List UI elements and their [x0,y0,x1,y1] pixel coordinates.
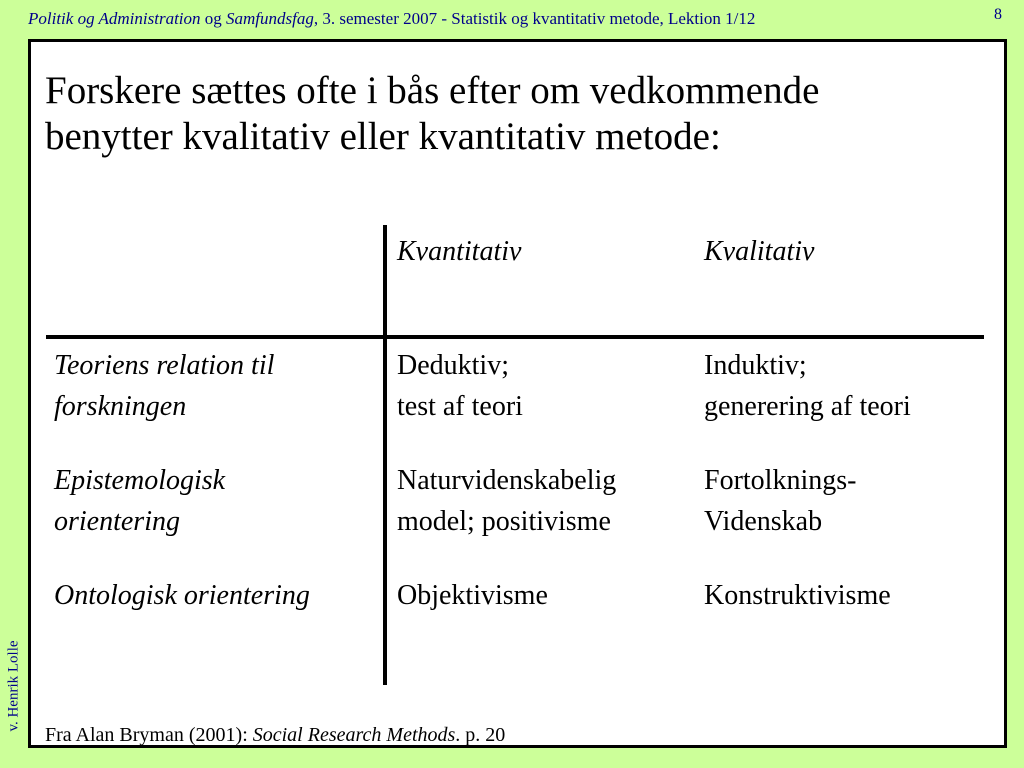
row-label-line: forskningen [54,391,187,422]
cell-quant-theory-relation [397,345,523,427]
source-suffix: . p. 20 [455,724,506,746]
cell-line: Deduktiv; [397,350,509,381]
header-quantitative: Kvantitativ [397,236,522,267]
row-label-line: Teoriens relation til [54,350,275,381]
cell-line: generering af teori [704,391,911,422]
source-citation [45,724,505,747]
cell-qual-theory-relation [704,345,911,427]
cell-line: Naturvidenskabelig [397,465,617,496]
cell-line: Fortolknings- [704,465,857,496]
slide-panel [28,39,1007,748]
source-prefix: Fra Alan Bryman (2001): [45,724,253,746]
cell-line: model; positivisme [397,506,611,537]
author-credit [4,630,24,742]
row-label-theory-relation [54,345,274,427]
row-label-line: Ontologisk orientering [54,580,310,611]
course-name-2: Samfundsfag [226,9,314,28]
course-connector: og [200,9,227,28]
slide-title [45,68,985,160]
row-label-epistemology [54,460,225,542]
course-header [28,9,918,29]
cell-line: Objektivisme [397,580,548,611]
cell-line: Videnskab [704,506,823,537]
table-horizontal-divider [46,335,984,339]
cell-qual-epistemology [704,460,856,542]
page-number: 8 [994,6,1002,23]
row-label-ontology [54,575,310,616]
slide-title-line-1: Forskere sættes ofte i bås efter om vedkommende [45,69,820,112]
source-book-title: Social Research Methods [252,724,456,746]
course-name-1: Politik og Administration [28,9,201,28]
author-text: v. Henrik Lolle [5,640,22,732]
cell-quant-ontology [397,575,548,616]
cell-line: Induktiv; [704,350,807,381]
row-label-line: orientering [54,506,180,537]
row-label-line: Epistemologisk [54,465,226,496]
table-vertical-divider [383,225,387,685]
course-details: , 3. semester 2007 - Statistik og kvantitativ metode, Lektion 1/12 [313,9,756,28]
cell-line: Konstruktivisme [704,580,891,611]
header-qualitative: Kvalitativ [704,236,815,267]
cell-line: test af teori [397,391,523,422]
cell-qual-ontology [704,575,891,616]
slide-title-line-2: benytter kvalitativ eller kvantitativ metode: [45,115,721,158]
cell-quant-epistemology [397,460,616,542]
